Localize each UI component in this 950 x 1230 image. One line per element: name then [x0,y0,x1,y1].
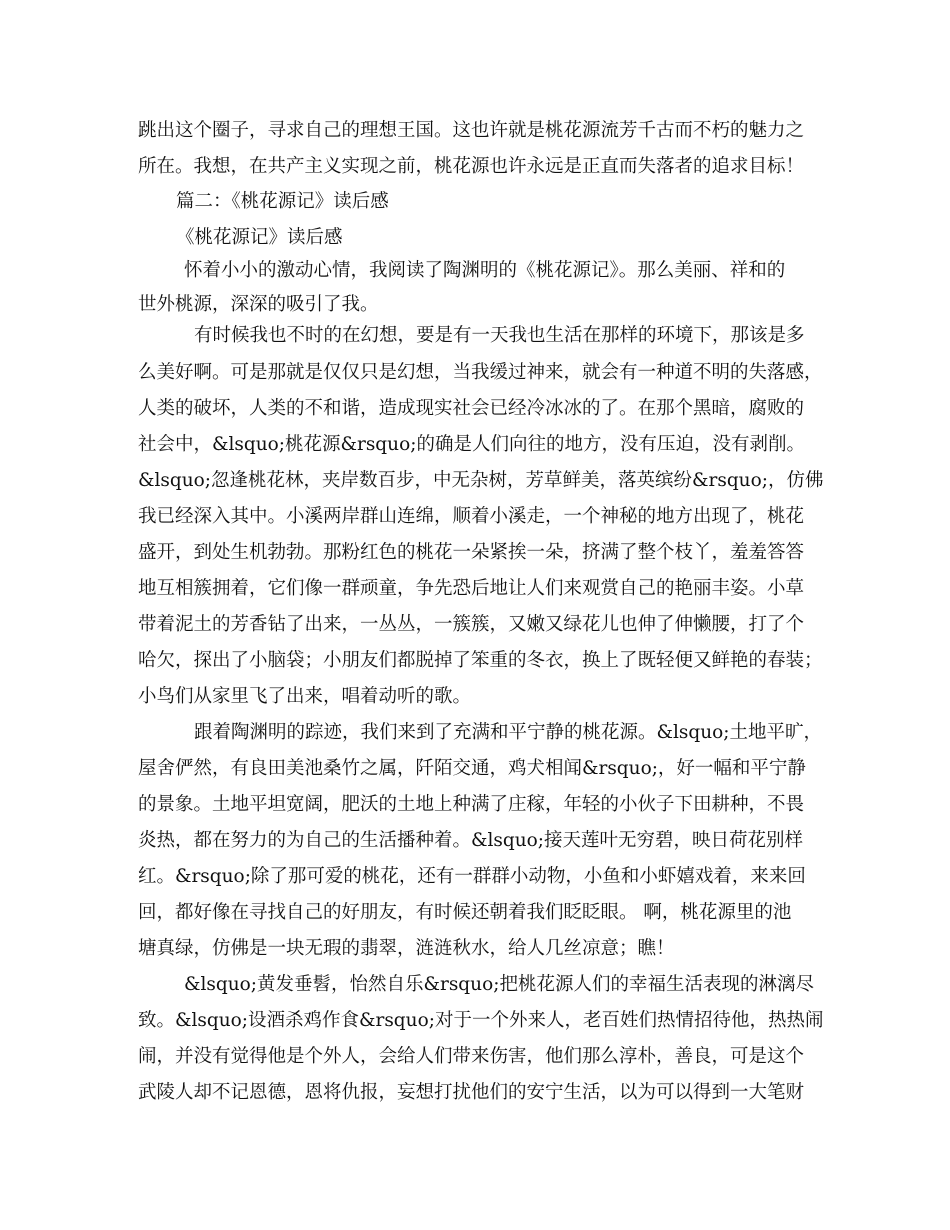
text-line: 回，都好像在寻找自己的好朋友，有时候还朝着我们眨眨眼。 啊，桃花源里的池 [138,902,792,923]
text-line: 塘真绿，仿佛是一块无瑕的翡翠，涟涟秋水，给人几丝凉意；瞧！ [138,938,675,959]
text-line: 的景象。土地平坦宽阔，肥沃的土地上种满了庄稼，年轻的小伙子下田耕种，不畏 [138,794,805,815]
text-line: 有时候我也不时的在幻想，要是有一天我也生活在那样的环境下，那该是多 [194,325,805,346]
text-line: 红。&rsquo;除了那可爱的桃花，还有一群群小动物，小鱼和小虾嬉戏着，来来回 [138,866,806,887]
text-line: &lsquo;忽逢桃花林，夹岸数百步，中无杂树，芳草鲜美，落英缤纷&rsquo;，仿佛 [138,470,824,491]
text-line: 跟着陶渊明的踪迹，我们来到了充满和平宁静的桃花源。&lsquo;土地平旷， [194,722,823,743]
text-line: 所在。我想，在共产主义实现之前，桃花源也许永远是正直而失落者的追求目标！ [138,156,805,177]
text-line: 盛开，到处生机勃勃。那粉红色的桃花一朵紧挨一朵，挤满了整个枝丫，羞羞答答 [138,542,805,563]
text-line: 人类的破坏，人类的不和谐，造成现实社会已经冷冰冰的了。在那个黑暗，腐败的 [138,398,805,419]
text-line: 带着泥土的芳香钻了出来，一丛丛，一簇簇，又嫩又绿花儿也伸了伸懒腰，打了个 [138,614,805,635]
text-line: &lsquo;黄发垂髫，怡然自乐&rsquo;把桃花源人们的幸福生活表现的淋漓尽 [184,974,814,995]
section-heading: 篇二：《桃花源记》读后感 [176,191,389,212]
text-line: 地互相簇拥着，它们像一群顽童，争先恐后地让人们来观赏自己的艳丽丰姿。小草 [138,578,805,599]
text-line: 我已经深入其中。小溪两岸群山连绵，顺着小溪走，一个神秘的地方出现了，桃花 [138,506,805,527]
text-line: 跳出这个圈子，寻求自己的理想王国。这也许就是桃花源流芳千古而不朽的魅力之 [138,120,805,141]
article-title: 《桃花源记》读后感 [176,227,343,248]
text-line: 武陵人却不记恩德，恩将仇报，妄想打扰他们的安宁生活，以为可以得到一大笔财 [138,1082,805,1103]
text-line: 炎热，都在努力的为自己的生活播种着。&lsquo;接天莲叶无穷碧，映日荷花别样 [138,830,804,851]
text-line: 怀着小小的激动心情，我阅读了陶渊明的《桃花源记》。那么美丽、祥和的 [184,260,786,281]
text-line: 么美好啊。可是那就是仅仅只是幻想，当我缓过神来，就会有一种道不明的失落感， [138,362,823,383]
text-line: 世外桃源，深深的吸引了我。 [138,294,379,315]
text-line: 闹，并没有觉得他是个外人，会给人们带来伤害，他们那么淳朴，善良，可是这个 [138,1046,805,1067]
text-line: 屋舍俨然，有良田美池桑竹之属，阡陌交通，鸡犬相闻&rsquo;，好一幅和平宁静 [138,758,806,779]
text-line: 哈欠，探出了小脑袋；小朋友们都脱掉了笨重的冬衣，换上了既轻便又鲜艳的春装； [138,650,823,671]
text-line: 小鸟们从家里飞了出来，唱着动听的歌。 [138,686,472,707]
text-line: 致。&lsquo;设酒杀鸡作食&rsquo;对于一个外来人，老百姓们热情招待他，热热闹 [138,1010,824,1031]
text-line: 社会中，&lsquo;桃花源&rsquo;的确是人们向往的地方，没有压迫，没有剥削。 [138,434,805,455]
